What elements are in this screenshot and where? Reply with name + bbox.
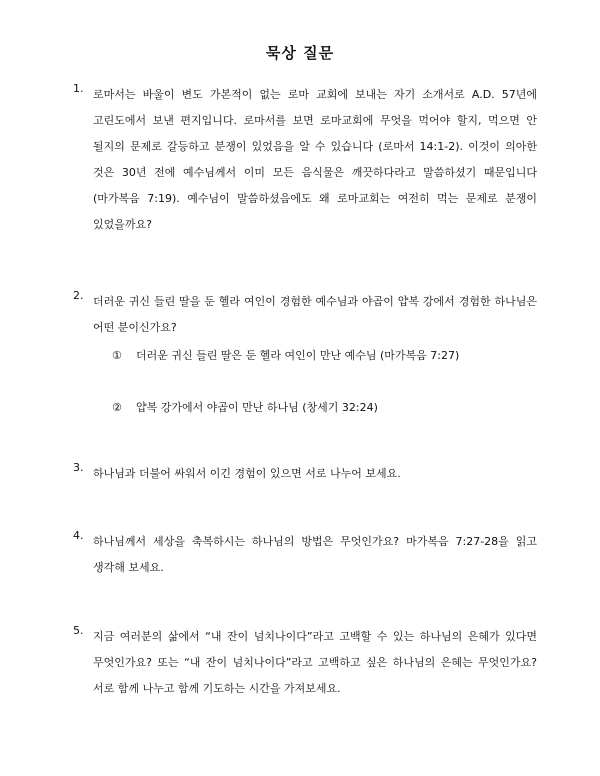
sub-marker: ① xyxy=(112,349,122,362)
question-text: 하나님과 더불어 싸워서 이긴 경험이 있으면 서로 나누어 보세요. xyxy=(93,467,401,480)
sub-item-2 xyxy=(112,398,532,418)
question-text: 로마서는 바울이 변도 가본적이 없는 로마 교회에 보내는 자기 소개서로 A.D. 57년에 고린도에서 보낸 편지입니다. 로마서를 보면 로마교회에 무엇을 먹어야 할지, 먹으면 안 될지의 문제로 갈등하고 분쟁이 있었음을 알 수 있습니다 (로마서 14:1-2). 이것이 의아한 것은 30년 전에 예수님께서 이미 모든 음식물은 깨끗하다라고 말씀하셨기 때문입니다 (마가복음 7:19). 예수님이 말씀하셨음에도 왜 로마교회는 여전히 먹는 문제로 분쟁이 있었을까요? xyxy=(93,88,537,231)
sub-item-1 xyxy=(112,346,532,366)
question-text: 지금 여러분의 삶에서 “내 잔이 넘치나이다”라고 고백할 수 있는 하나님의 은혜가 있다면 무엇인가요? 또는 “내 잔이 넘치나이다”라고 고백하고 싶은 하나님의 은혜는 무엇인가요? 서로 함께 나누고 함께 기도하는 시간을 가져보세요. xyxy=(93,630,537,695)
question-5 xyxy=(67,624,537,702)
sub-text: 얍복 강가에서 야곱이 만난 하나님 (창세기 32:24) xyxy=(136,401,378,414)
sub-marker: ② xyxy=(112,401,122,414)
question-number: 1. xyxy=(73,82,84,95)
page-title: 묵상 질문 xyxy=(265,44,335,62)
question-3 xyxy=(67,461,537,487)
question-number: 5. xyxy=(73,624,84,637)
question-1 xyxy=(67,82,537,238)
question-number: 2. xyxy=(73,289,84,302)
question-4 xyxy=(67,529,537,581)
question-number: 4. xyxy=(73,529,84,542)
sub-text: 더러운 귀신 들린 딸은 둔 헬라 여인이 만난 예수님 (마가복음 7:27) xyxy=(136,349,460,362)
question-text: 더러운 귀신 들린 딸을 둔 헬라 여인이 경험한 예수님과 야곱이 얍복 강에서 경험한 하나님은 어떤 분이신가요? xyxy=(93,295,537,334)
question-text: 하나님께서 세상을 축복하시는 하나님의 방법은 무엇인가요? 마가복음 7:27-28을 읽고 생각해 보세요. xyxy=(93,535,537,574)
question-2 xyxy=(67,289,537,341)
question-number: 3. xyxy=(73,461,84,474)
